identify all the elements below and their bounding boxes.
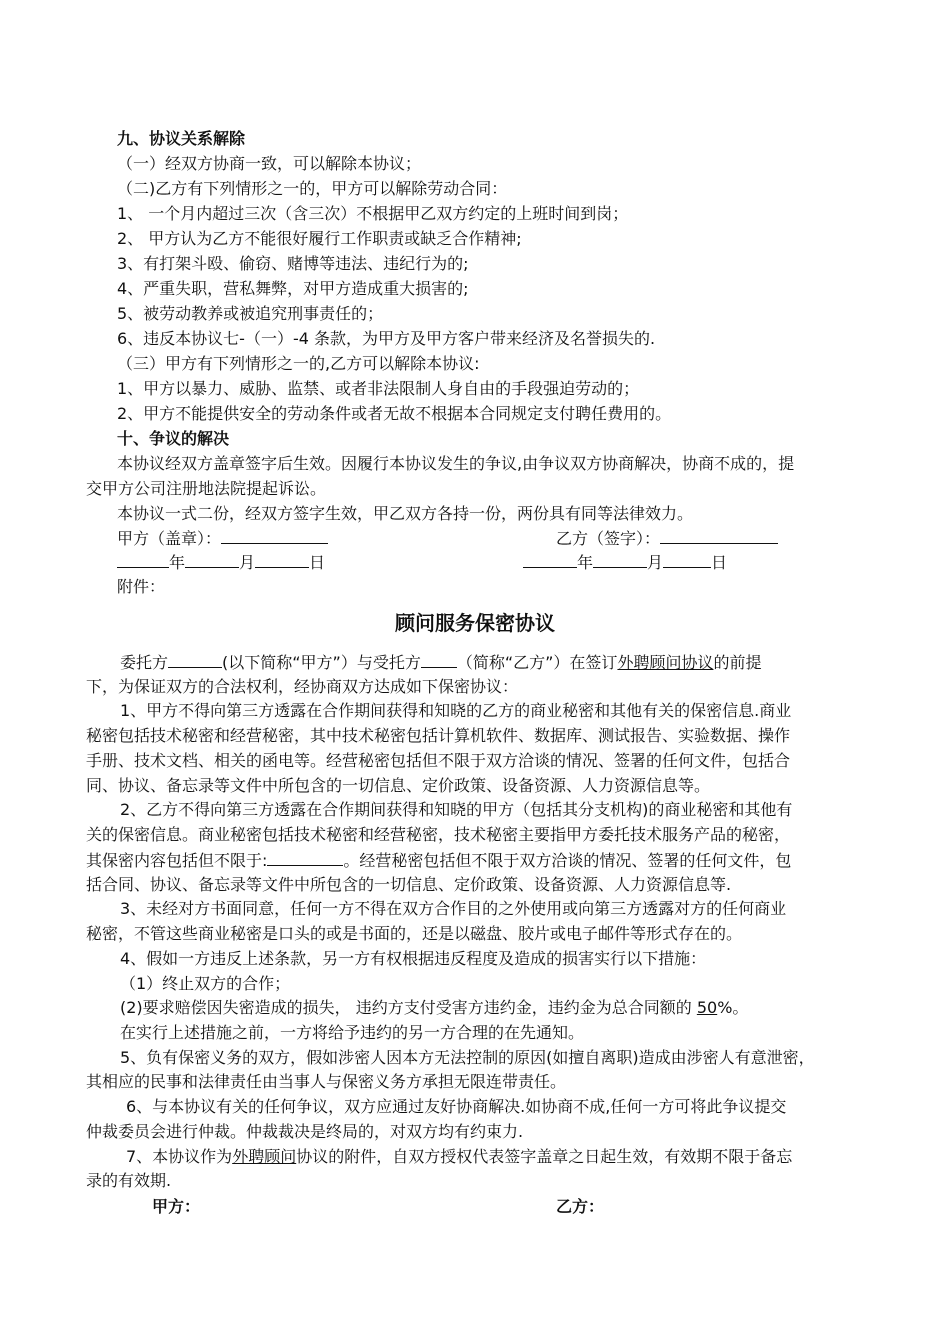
party-a-month-label: 月 bbox=[239, 553, 256, 572]
intro-part-3: （简称“乙方”）在签订 bbox=[456, 653, 618, 672]
party-a-seal-line bbox=[117, 527, 328, 550]
s9-para-1: （一）经双方协商一致，可以解除本协议； bbox=[117, 154, 422, 173]
clause-3-line-2: 秘密，不管这些商业秘密是口头的或是书面的，还是以磁盘、胶片或电子邮件等形式存在的。 bbox=[86, 924, 743, 943]
party-a-date-line bbox=[117, 551, 325, 574]
contractor-name-blank[interactable] bbox=[421, 651, 457, 668]
clause-7-agreement-link: 外聘顾问 bbox=[232, 1147, 297, 1166]
s9-sub-item-2: 2、甲方不能提供安全的劳动条件或者无故不根据本合同规定支付聘任费用的。 bbox=[117, 404, 672, 423]
intro-agreement-link: 外聘顾问协议 bbox=[617, 653, 714, 672]
section-10-heading: 十、争议的解决 bbox=[117, 429, 230, 448]
party-b-day-label: 日 bbox=[711, 553, 728, 572]
clause-7-line-2: 录的有效期. bbox=[86, 1171, 172, 1190]
section-9-heading: 九、协议关系解除 bbox=[117, 129, 246, 148]
client-name-blank[interactable] bbox=[168, 651, 222, 668]
s9-item-5: 5、被劳动教养或被追究刑事责任的； bbox=[117, 304, 384, 323]
signature-party-a: 甲方： bbox=[152, 1197, 201, 1216]
party-a-seal-blank[interactable] bbox=[221, 527, 328, 544]
party-b-sign-line bbox=[556, 527, 778, 550]
attachment-label: 附件： bbox=[117, 577, 166, 596]
document-title: 顾问服务保密协议 bbox=[395, 611, 555, 635]
party-b-sign-blank[interactable] bbox=[660, 527, 778, 544]
party-a-day-label: 日 bbox=[309, 553, 326, 572]
clause-2-line-1: 2、乙方不得向第三方透露在合作期间获得和知晓的甲方（包括其分支机构)的商业秘密和其他有 bbox=[120, 800, 793, 819]
party-b-year-blank[interactable] bbox=[523, 551, 577, 568]
measure-2-text: (2)要求赔偿因失密造成的损失， 违约方支付受害方违约金，违约金为总合同额的 bbox=[120, 998, 697, 1017]
clause-1-line-3: 手册、技术文档、相关的函电等。经营秘密包括但不限于双方洽谈的情况、签署的任何文件，包括合 bbox=[86, 751, 791, 770]
party-a-year-label: 年 bbox=[169, 553, 186, 572]
s10-para-1b: 交甲方公司注册地法院提起诉讼。 bbox=[86, 479, 327, 498]
s9-sub-item-1: 1、甲方以暴力、威胁、监禁、或者非法限制人身自由的手段强迫劳动的； bbox=[117, 379, 640, 398]
clause-4-measure-1: （1）终止双方的合作； bbox=[120, 974, 291, 993]
clause-4-measure-2 bbox=[120, 997, 748, 1019]
clause-3-line-1: 3、未经对方书面同意，任何一方不得在双方合作目的之外使用或向第三方透露对方的任何商业 bbox=[120, 899, 787, 918]
clause-2-line-3a: 其保密内容包括但不限于: bbox=[86, 851, 268, 870]
clause-5-line-2: 其相应的民事和法律责任由当事人与保密义务方承担无限连带责任。 bbox=[86, 1072, 567, 1091]
nda-intro-line-2: 下，为保证双方的合法权利，经协商双方达成如下保密协议： bbox=[86, 677, 519, 696]
clause-7-text-2: 协议的附件，自双方授权代表签字盖章之日起生效，有效期不限于备忘 bbox=[296, 1147, 793, 1166]
party-a-month-blank[interactable] bbox=[185, 551, 239, 568]
clause-2-line-4: 括合同、协议、备忘录等文件中所包含的一切信息、定价政策、设备资源、人力资源信息等. bbox=[86, 875, 732, 894]
party-b-date-line bbox=[523, 551, 727, 574]
signature-party-b: 乙方： bbox=[556, 1197, 605, 1216]
clause-1-line-2: 秘密包括技术秘密和经营秘密，其中技术秘密包括计算机软件、数据库、测试报告、实验数据、操作 bbox=[86, 726, 791, 745]
confidential-content-blank[interactable] bbox=[267, 849, 343, 866]
clause-2-line-3b: 。经营秘密包括但不限于双方洽谈的情况、签署的任何文件，包 bbox=[343, 851, 792, 870]
nda-intro-line-1 bbox=[120, 651, 761, 674]
party-a-seal-label: 甲方（盖章）： bbox=[117, 529, 222, 548]
s9-item-6: 6、违反本协议七-（一）-4 条款，为甲方及甲方客户带来经济及名誉损失的. bbox=[117, 329, 656, 348]
clause-6-line-2: 仲裁委员会进行仲裁。仲裁裁决是终局的，对双方均有约束力. bbox=[86, 1122, 524, 1141]
clause-2-line-2: 关的保密信息。商业秘密包括技术秘密和经营秘密，技术秘密主要指甲方委托技术服务产品的秘密， bbox=[86, 825, 791, 844]
s10-para-2: 本协议一式二份，经双方签字生效，甲乙双方各持一份，两份具有同等法律效力。 bbox=[117, 504, 694, 523]
s10-para-1a: 本协议经双方盖章签字后生效。因履行本协议发生的争议,由争议双方协商解决，协商不成的，提 bbox=[117, 454, 795, 473]
party-b-day-blank[interactable] bbox=[663, 551, 711, 568]
intro-part-1: 委托方 bbox=[120, 653, 169, 672]
party-a-day-blank[interactable] bbox=[255, 551, 309, 568]
s9-item-1: 1、 一个月内超过三次（含三次）不根据甲乙双方约定的上班时间到岗； bbox=[117, 204, 629, 223]
clause-7-text-1: 7、本协议作为 bbox=[126, 1147, 233, 1166]
clause-6-line-1: 6、与本协议有关的任何争议，双方应通过友好协商解决.如协商不成,任何一方可将此争议提交 bbox=[126, 1097, 787, 1116]
clause-7-line-1 bbox=[126, 1146, 792, 1168]
s9-item-2: 2、 甲方认为乙方不能很好履行工作职责或缺乏合作精神; bbox=[117, 229, 522, 248]
s9-para-3: （三）甲方有下列情形之一的,乙方可以解除本协议: bbox=[117, 354, 480, 373]
clause-1-line-1: 1、甲方不得向第三方透露在合作期间获得和知晓的乙方的商业秘密和其他有关的保密信息.商业 bbox=[120, 701, 792, 720]
clause-1-line-4: 同、协议、备忘录等文件中所包含的一切信息、定价政策、设备资源、人力资源信息等。 bbox=[86, 776, 711, 795]
clause-4-line-1: 4、假如一方违反上述条款，另一方有权根据违反程度及造成的损害实行以下措施： bbox=[120, 949, 707, 968]
s9-item-4: 4、严重失职，营私舞弊，对甲方造成重大损害的; bbox=[117, 279, 469, 298]
party-b-month-blank[interactable] bbox=[593, 551, 647, 568]
penalty-percent: 50 bbox=[696, 998, 718, 1017]
party-b-sign-label: 乙方（签字）： bbox=[556, 529, 661, 548]
s9-para-2: （二)乙方有下列情形之一的，甲方可以解除劳动合同： bbox=[117, 179, 508, 198]
s9-item-3: 3、有打架斗殴、偷窃、赌博等违法、违纪行为的; bbox=[117, 254, 469, 273]
party-b-year-label: 年 bbox=[577, 553, 594, 572]
clause-5-line-1: 5、负有保密义务的双方，假如涉密人因本方无法控制的原因(如擅自离职)造成由涉密人有意泄密， bbox=[120, 1048, 815, 1067]
party-b-month-label: 月 bbox=[647, 553, 664, 572]
clause-2-line-3 bbox=[86, 849, 791, 872]
party-a-year-blank[interactable] bbox=[117, 551, 169, 568]
intro-part-2: (以下简称“甲方”）与受托方 bbox=[222, 653, 421, 672]
measure-2-end: %。 bbox=[717, 998, 749, 1017]
clause-4-notice: 在实行上述措施之前，一方将给予违约的另一方合理的在先通知。 bbox=[120, 1023, 585, 1042]
intro-part-4: 的前提 bbox=[713, 653, 762, 672]
